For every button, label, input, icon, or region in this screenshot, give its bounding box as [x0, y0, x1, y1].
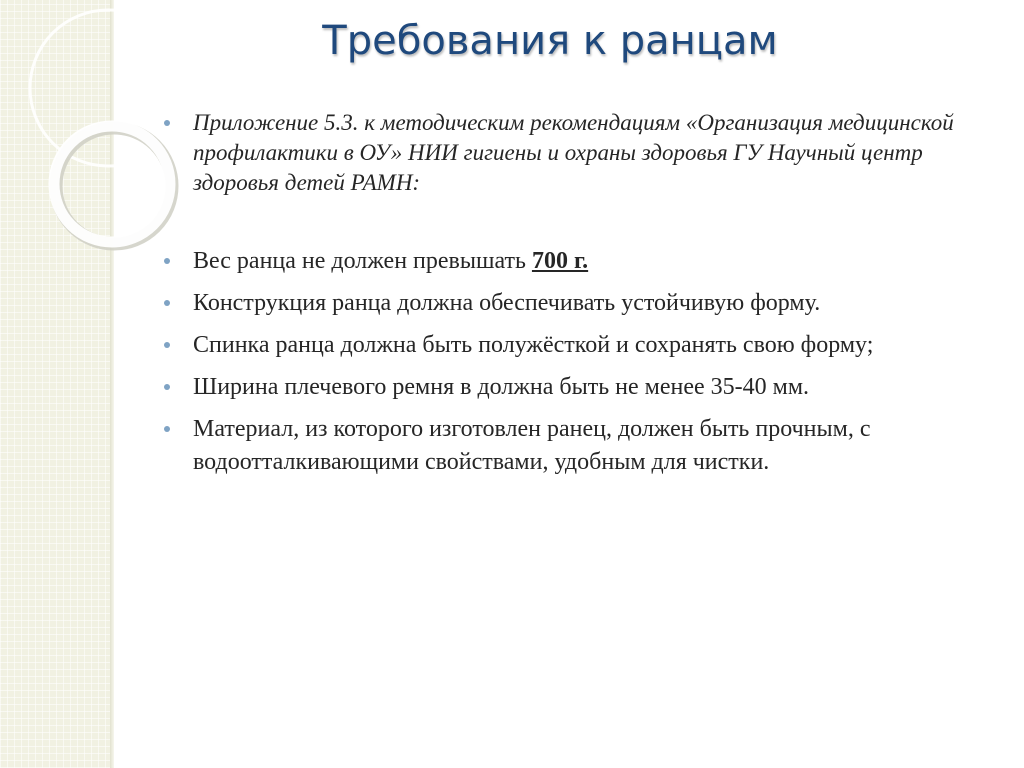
- weight-value: 700 г.: [531, 248, 589, 274]
- bullet-dot-icon: [164, 300, 170, 306]
- bullet-item-material: [160, 413, 1010, 479]
- bullet-item-weight: [160, 245, 1010, 278]
- material-text: Материал, из которого изготовлен ранец, должен быть прочным, с водоотталкивающими свойствами, удобным для чистки.: [193, 416, 871, 475]
- bullet-item-intro: [160, 108, 1010, 198]
- construction-text: Конструкция ранца должна обеспечивать устойчивую форму.: [193, 290, 821, 316]
- bullet-dot-icon: [164, 426, 170, 432]
- bullet-dot-icon: [164, 384, 170, 390]
- slide-title: Требования к ранцам: [322, 18, 778, 64]
- back-text: Спинка ранца должна быть полужёсткой и сохранять свою форму;: [193, 332, 874, 358]
- intro-text: Приложение 5.3. к методическим рекомендациям «Организация медицинской профилактики в ОУ» НИИ гигиены и охраны здоровья ГУ Научный центр здоровья детей РАМН:: [193, 110, 954, 195]
- bullet-item-back: [160, 329, 1010, 362]
- bullet-dot-icon: [164, 120, 170, 126]
- bullet-list: [160, 108, 1010, 488]
- bullet-item-construction: [160, 287, 1010, 320]
- bullet-dot-icon: [164, 258, 170, 264]
- bullet-dot-icon: [164, 342, 170, 348]
- decorative-ring-small: [54, 126, 170, 242]
- weight-text: Вес ранца не должен превышать: [193, 248, 532, 274]
- bullet-item-strap: [160, 371, 1010, 404]
- strap-text: Ширина плечевого ремня в должна быть не менее 35-40 мм.: [193, 374, 810, 400]
